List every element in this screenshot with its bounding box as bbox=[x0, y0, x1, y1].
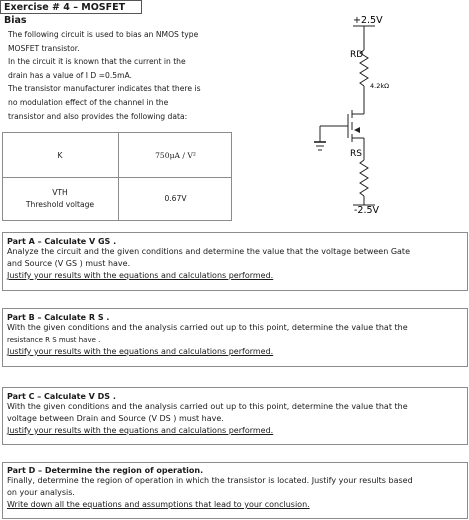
vth-sublabel: Threshold voltage bbox=[25, 200, 95, 209]
table-divider bbox=[118, 132, 119, 221]
rd-value: 4.2kΩ bbox=[370, 82, 390, 90]
part-a bbox=[7, 237, 467, 282]
vss-label: -2.5V bbox=[354, 205, 380, 216]
part-c-justify: Justify your results with the equations and calculations performed. bbox=[7, 426, 274, 435]
part-c bbox=[7, 392, 467, 437]
intro-line: The following circuit is used to bias an NMOS type bbox=[8, 30, 199, 39]
part-b-title: Part B – Calculate R S . bbox=[7, 313, 110, 322]
part-a-title: Part A – Calculate V GS . bbox=[7, 237, 117, 246]
part-b-justify: Justify your results with the equations and calculations performed. bbox=[7, 347, 274, 356]
intro-text bbox=[8, 28, 238, 123]
rd-label: RD bbox=[350, 50, 364, 60]
part-b bbox=[7, 313, 467, 358]
part-a-line: and Source (V GS ) must have. bbox=[7, 259, 131, 268]
part-b-line: resistance R S must have . bbox=[7, 336, 101, 344]
intro-line: transistor and also provides the following data: bbox=[8, 111, 188, 121]
intro-line: drain has a value of I D =0.5mA. bbox=[8, 70, 132, 80]
exercise-title: Exercise # 4 – MOSFET Bias bbox=[0, 0, 142, 14]
nmos-bias-circuit bbox=[300, 10, 420, 220]
part-d-justify: Write down all the equations and assumptions that lead to your conclusion. bbox=[7, 500, 310, 509]
rs-label: RS bbox=[350, 149, 362, 159]
part-d-line: on your analysis. bbox=[7, 488, 75, 497]
vdd-label: +2.5V bbox=[353, 15, 383, 26]
part-d-title: Part D – Determine the region of operation. bbox=[7, 466, 204, 475]
part-c-title: Part C – Calculate V DS . bbox=[7, 392, 116, 401]
part-b-line: With the given conditions and the analysis carried out up to this point, determine the value that the bbox=[7, 323, 408, 332]
rs-resistor bbox=[360, 160, 368, 196]
part-c-line: voltage between Drain and Source (V DS ) must have. bbox=[7, 414, 224, 423]
intro-line: In the circuit it is known that the current in the bbox=[8, 57, 186, 67]
part-a-line: Analyze the circuit and the given conditions and determine the value that the voltage between Gate bbox=[7, 247, 410, 256]
arrow-icon bbox=[354, 127, 360, 133]
intro-line: no modulation effect of the channel in the bbox=[8, 97, 169, 107]
intro-line: MOSFET transistor. bbox=[8, 43, 80, 53]
vth-value: 0.67V bbox=[164, 194, 187, 203]
part-a-justify: Justify your results with the equations and calculations performed. bbox=[7, 271, 274, 280]
k-label: K bbox=[57, 151, 63, 160]
part-d-line: Finally, determine the region of operation in which the transistor is located. Justify your results based bbox=[7, 476, 413, 485]
vth-label: VTH bbox=[52, 188, 68, 197]
k-value: 750μA / V² bbox=[155, 151, 196, 160]
part-d bbox=[7, 466, 467, 511]
part-c-line: With the given conditions and the analysis carried out up to this point, determine the value that the bbox=[7, 402, 408, 411]
intro-line: The transistor manufacturer indicates that there is bbox=[8, 84, 201, 94]
